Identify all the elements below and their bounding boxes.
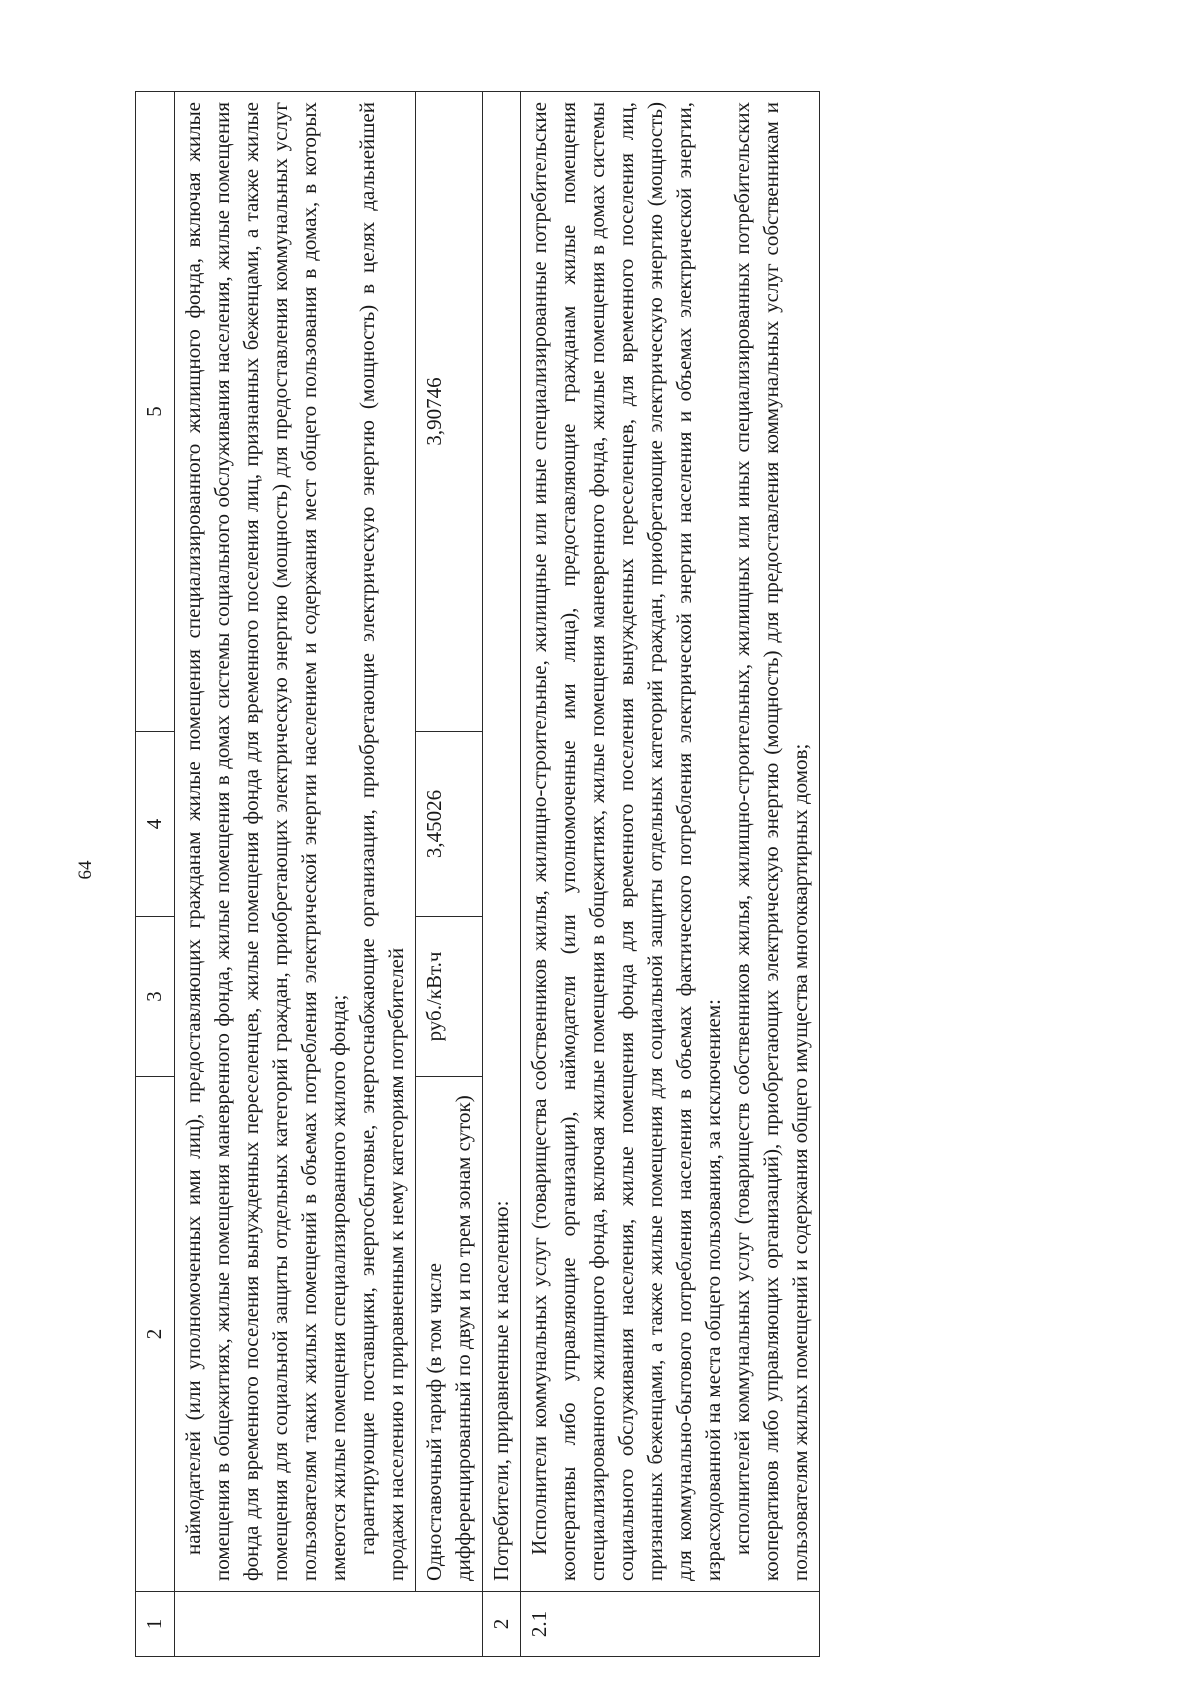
- row-number: 2: [483, 1592, 521, 1657]
- description-paragraph: Исполнители коммунальных услуг (товарищества собственников жилья, жилищно-строительные, жилищные или иные специализированные потребительские кооперативы либо управляющие организации), наймодатели (или уполномоченные ими лица), предоставляющие гражданам жилые помещения специализированного жилищного фонда, включая жилые помещения в общежитиях, жилые помещения маневренного фонда, жилые помещения в домах системы социального обслуживания населения, жилые помещения фонда для временного поселения вынужденных переселенцев, для временного поселения лиц, признанных беженцами, а также жилые помещения для социальной защиты отдельных категорий граждан, приобретающие электрическую энергию (мощность) для коммунально-бытового потребления населения в объемах фактического потребления электрической энергии населения и объемах электрической энергии, израсходованной на места общего пользования, за исключением:: [527, 102, 725, 1581]
- header-col-2: 2: [136, 1077, 175, 1592]
- header-row: [136, 92, 175, 1657]
- tariff-value-2: 3,90746: [416, 92, 483, 732]
- tariff-unit: руб./кВт.ч: [416, 917, 483, 1077]
- table-row: [483, 92, 521, 1657]
- tariff-row: [416, 92, 483, 1657]
- rotated-page: [65, 75, 1115, 1665]
- tariff-value-1: 3,45026: [416, 732, 483, 917]
- header-col-3: 3: [136, 917, 175, 1077]
- section-label: Потребители, приравненные к населению:: [483, 92, 521, 1592]
- row-number: 2.1: [521, 1592, 820, 1657]
- consumer-description: [521, 92, 820, 1592]
- header-col-5: 5: [136, 92, 175, 732]
- header-col-4: 4: [136, 732, 175, 917]
- header-col-1: 1: [136, 1592, 175, 1657]
- description-paragraph: гарантирующие поставщики, энергосбытовые, энергоснабжающие организации, приобретающие электрическую энергию (мощность) в целях дальнейшей продажи населению и приравненным к нему категориям потребителей: [355, 102, 408, 1581]
- tariff-label: Одноставочный тариф (в том числе дифференцированный по двум и по трем зонам суток): [416, 1077, 483, 1592]
- table-row: [175, 92, 416, 1657]
- consumer-description: [175, 92, 416, 1592]
- description-paragraph: наймодателей (или уполномоченных ими лиц), предоставляющих гражданам жилые помещения специализированного жилищного фонда, включая жилые помещения в общежитиях, жилые помещения маневренного фонда, жилые помещения в домах системы социального обслуживания населения, жилые помещения фонда для временного поселения вынужденных переселенцев, жилые помещения фонда для временного поселения лиц, признанных беженцами, а также жилые помещения для социальной защиты отдельных категорий граждан, приобретающих электрическую энергию (мощность) для предоставления коммунальных услуг пользователям таких жилых помещений в объемах потребления электрической энергии населением и содержания мест общего пользования в домах, в которых имеются жилые помещения специализированного жилого фонда;: [181, 102, 350, 1581]
- description-paragraph: исполнителей коммунальных услуг (товариществ собственников жилья, жилищно-строительных, жилищных или иных специализированных потребительских кооперативов либо управляющих организаций), приобретающих электрическую энергию (мощность) для предоставления коммунальных услуг собственникам и пользователям жилых помещений и содержания общего имущества многоквартирных домов;: [730, 102, 812, 1581]
- tariff-table: [135, 91, 820, 1657]
- row-number-cell: [175, 1592, 483, 1657]
- page-number: 64: [75, 860, 96, 880]
- table-row: [521, 92, 820, 1657]
